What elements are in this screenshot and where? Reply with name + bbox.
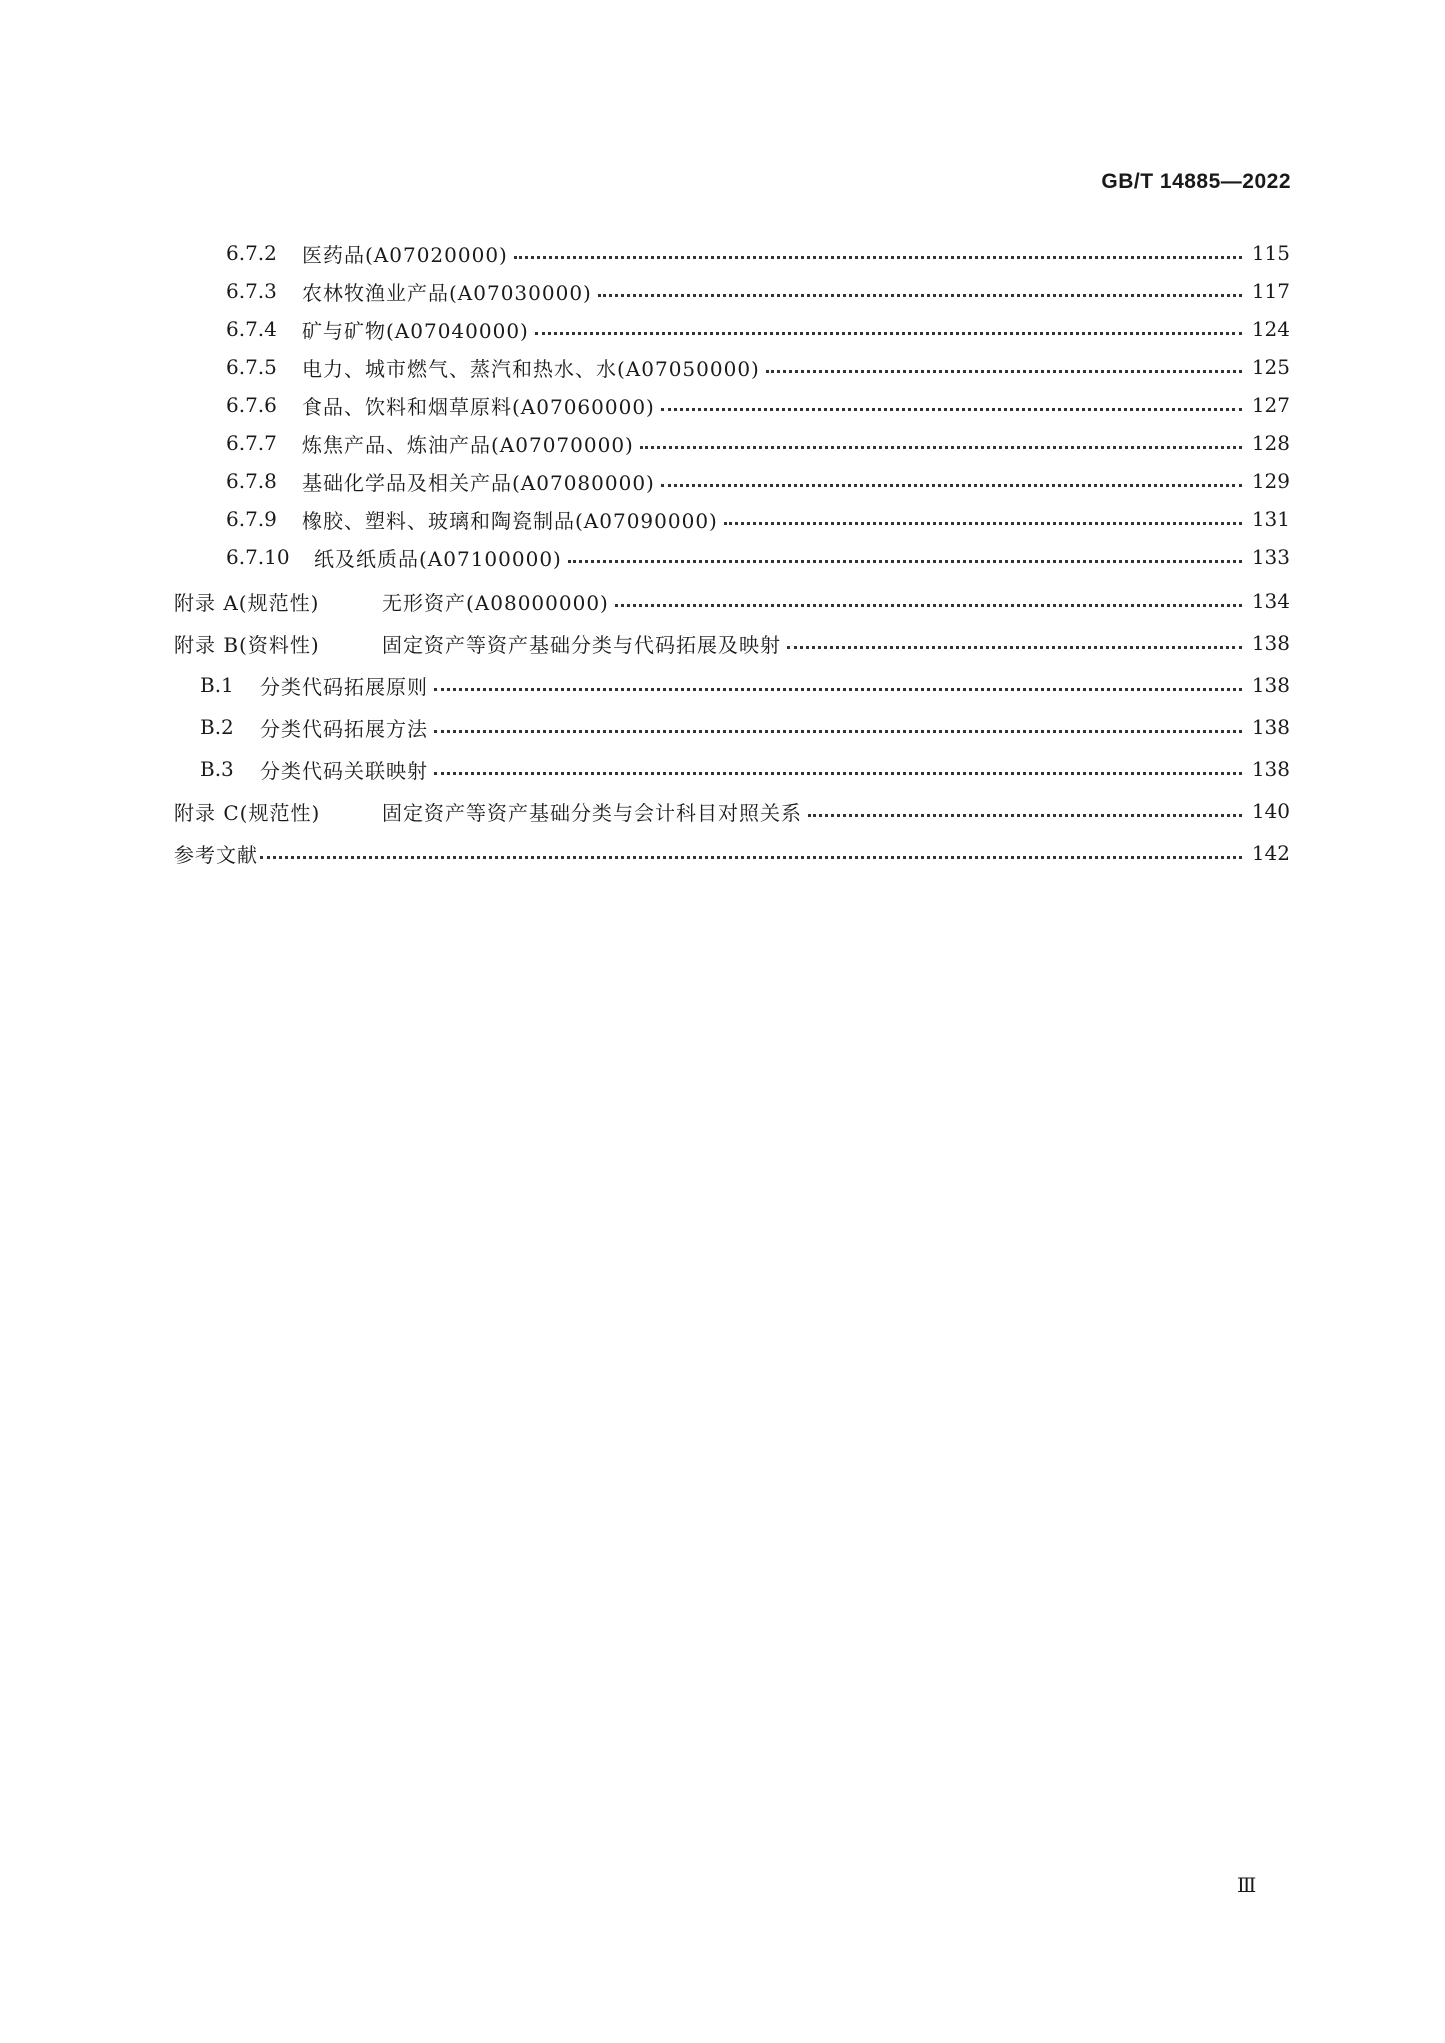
toc-dot-leader <box>766 352 1242 382</box>
toc-entry-title: 分类代码拓展方法 <box>260 716 428 741</box>
toc-entry-number: 6.7.8 <box>226 469 277 493</box>
toc-entry-page: 134 <box>1251 589 1290 613</box>
toc-entry-title: 固定资产等资产基础分类与会计科目对照关系 <box>382 800 802 825</box>
toc-entry-page: 138 <box>1251 673 1290 697</box>
toc-entry-page: 142 <box>1251 841 1290 865</box>
toc-entry-b-3[interactable] <box>200 754 1290 784</box>
toc-entry-6-7-7[interactable] <box>226 428 1290 458</box>
toc-entry-number: B.1 <box>200 673 234 697</box>
toc-entry-title: 电力、城市燃气、蒸汽和热水、水(A07050000) <box>302 356 760 381</box>
toc-entry-title: 基础化学品及相关产品(A07080000) <box>302 470 655 495</box>
toc-entry-title: 农林牧渔业产品(A07030000) <box>302 280 592 305</box>
toc-entry-appendix-a[interactable] <box>174 586 1290 616</box>
toc-entry-page: 138 <box>1251 631 1290 655</box>
toc-entry-title: 分类代码拓展原则 <box>260 674 428 699</box>
toc-dot-leader <box>434 712 1242 742</box>
toc-entry-number: 6.7.7 <box>226 431 277 455</box>
toc-entry-page: 133 <box>1251 545 1290 569</box>
toc-entry-page: 129 <box>1251 469 1290 493</box>
toc-entry-title: 矿与矿物(A07040000) <box>302 318 529 343</box>
toc-entry-references[interactable] <box>174 838 1290 868</box>
toc-entry-title: 橡胶、塑料、玻璃和陶瓷制品(A07090000) <box>302 508 718 533</box>
toc-entry-number: 附录 C(规范性) <box>174 800 321 825</box>
toc-entry-number: 6.7.3 <box>226 279 277 303</box>
toc-entry-page: 117 <box>1251 279 1290 303</box>
toc-dot-leader <box>535 314 1242 344</box>
toc-entry-number: 6.7.2 <box>226 241 277 265</box>
toc-entry-page: 138 <box>1251 715 1290 739</box>
toc-entry-title: 医药品(A07020000) <box>302 242 508 267</box>
toc-entry-page: 127 <box>1251 393 1290 417</box>
toc-entry-page: 128 <box>1251 431 1290 455</box>
toc-entry-number: 6.7.9 <box>226 507 277 531</box>
toc-dot-leader <box>434 754 1242 784</box>
toc-dot-leader <box>808 796 1242 826</box>
toc-entry-number: 6.7.6 <box>226 393 277 417</box>
toc-entry-number: B.3 <box>200 757 234 781</box>
toc-entry-6-7-5[interactable] <box>226 352 1290 382</box>
toc-dot-leader <box>787 628 1242 658</box>
toc-entry-6-7-6[interactable] <box>226 390 1290 420</box>
toc-entry-6-7-4[interactable] <box>226 314 1290 344</box>
toc-entry-page: 138 <box>1251 757 1290 781</box>
toc-dot-leader <box>260 838 1242 868</box>
toc-entry-title: 纸及纸质品(A07100000) <box>314 546 562 571</box>
toc-dot-leader <box>434 670 1242 700</box>
toc-dot-leader <box>514 238 1242 268</box>
toc-entry-page: 125 <box>1251 355 1290 379</box>
toc-entry-number: B.2 <box>200 715 234 739</box>
toc-entry-number: 附录 B(资料性) <box>174 632 320 657</box>
toc-entry-page: 124 <box>1251 317 1290 341</box>
toc-entry-b-2[interactable] <box>200 712 1290 742</box>
toc-entry-page: 140 <box>1251 799 1290 823</box>
standard-code: GB/T 14885—2022 <box>1101 170 1291 193</box>
toc-dot-leader <box>661 390 1242 420</box>
toc-entry-number: 6.7.5 <box>226 355 277 379</box>
toc-entry-number: 6.7.4 <box>226 317 277 341</box>
toc-dot-leader <box>598 276 1242 306</box>
toc-entry-title: 炼焦产品、炼油产品(A07070000) <box>302 432 634 457</box>
toc-entry-title: 无形资产(A08000000) <box>382 590 609 615</box>
toc-entry-page: 115 <box>1251 241 1290 265</box>
toc-entry-number: 6.7.10 <box>226 545 290 569</box>
toc-entry-title: 分类代码关联映射 <box>260 758 428 783</box>
toc-entry-6-7-3[interactable] <box>226 276 1290 306</box>
toc-entry-6-7-9[interactable] <box>226 504 1290 534</box>
toc-entry-title: 固定资产等资产基础分类与代码拓展及映射 <box>382 632 781 657</box>
toc-dot-leader <box>568 542 1242 572</box>
toc-entry-appendix-b[interactable] <box>174 628 1290 658</box>
toc-entry-title: 食品、饮料和烟草原料(A07060000) <box>302 394 655 419</box>
toc-dot-leader <box>640 428 1242 458</box>
toc-entry-6-7-10[interactable] <box>226 542 1290 572</box>
toc-entry-page: 131 <box>1251 507 1290 531</box>
table-of-contents <box>0 0 1445 900</box>
toc-entry-appendix-c[interactable] <box>174 796 1290 826</box>
toc-entry-number: 附录 A(规范性) <box>174 590 320 615</box>
toc-dot-leader <box>615 586 1242 616</box>
toc-entry-6-7-2[interactable] <box>226 238 1290 268</box>
toc-entry-b-1[interactable] <box>200 670 1290 700</box>
toc-dot-leader <box>661 466 1242 496</box>
toc-entry-title: 参考文献 <box>174 842 258 867</box>
toc-dot-leader <box>724 504 1242 534</box>
toc-entry-6-7-8[interactable] <box>226 466 1290 496</box>
page-number: Ⅲ <box>1237 1875 1257 1897</box>
